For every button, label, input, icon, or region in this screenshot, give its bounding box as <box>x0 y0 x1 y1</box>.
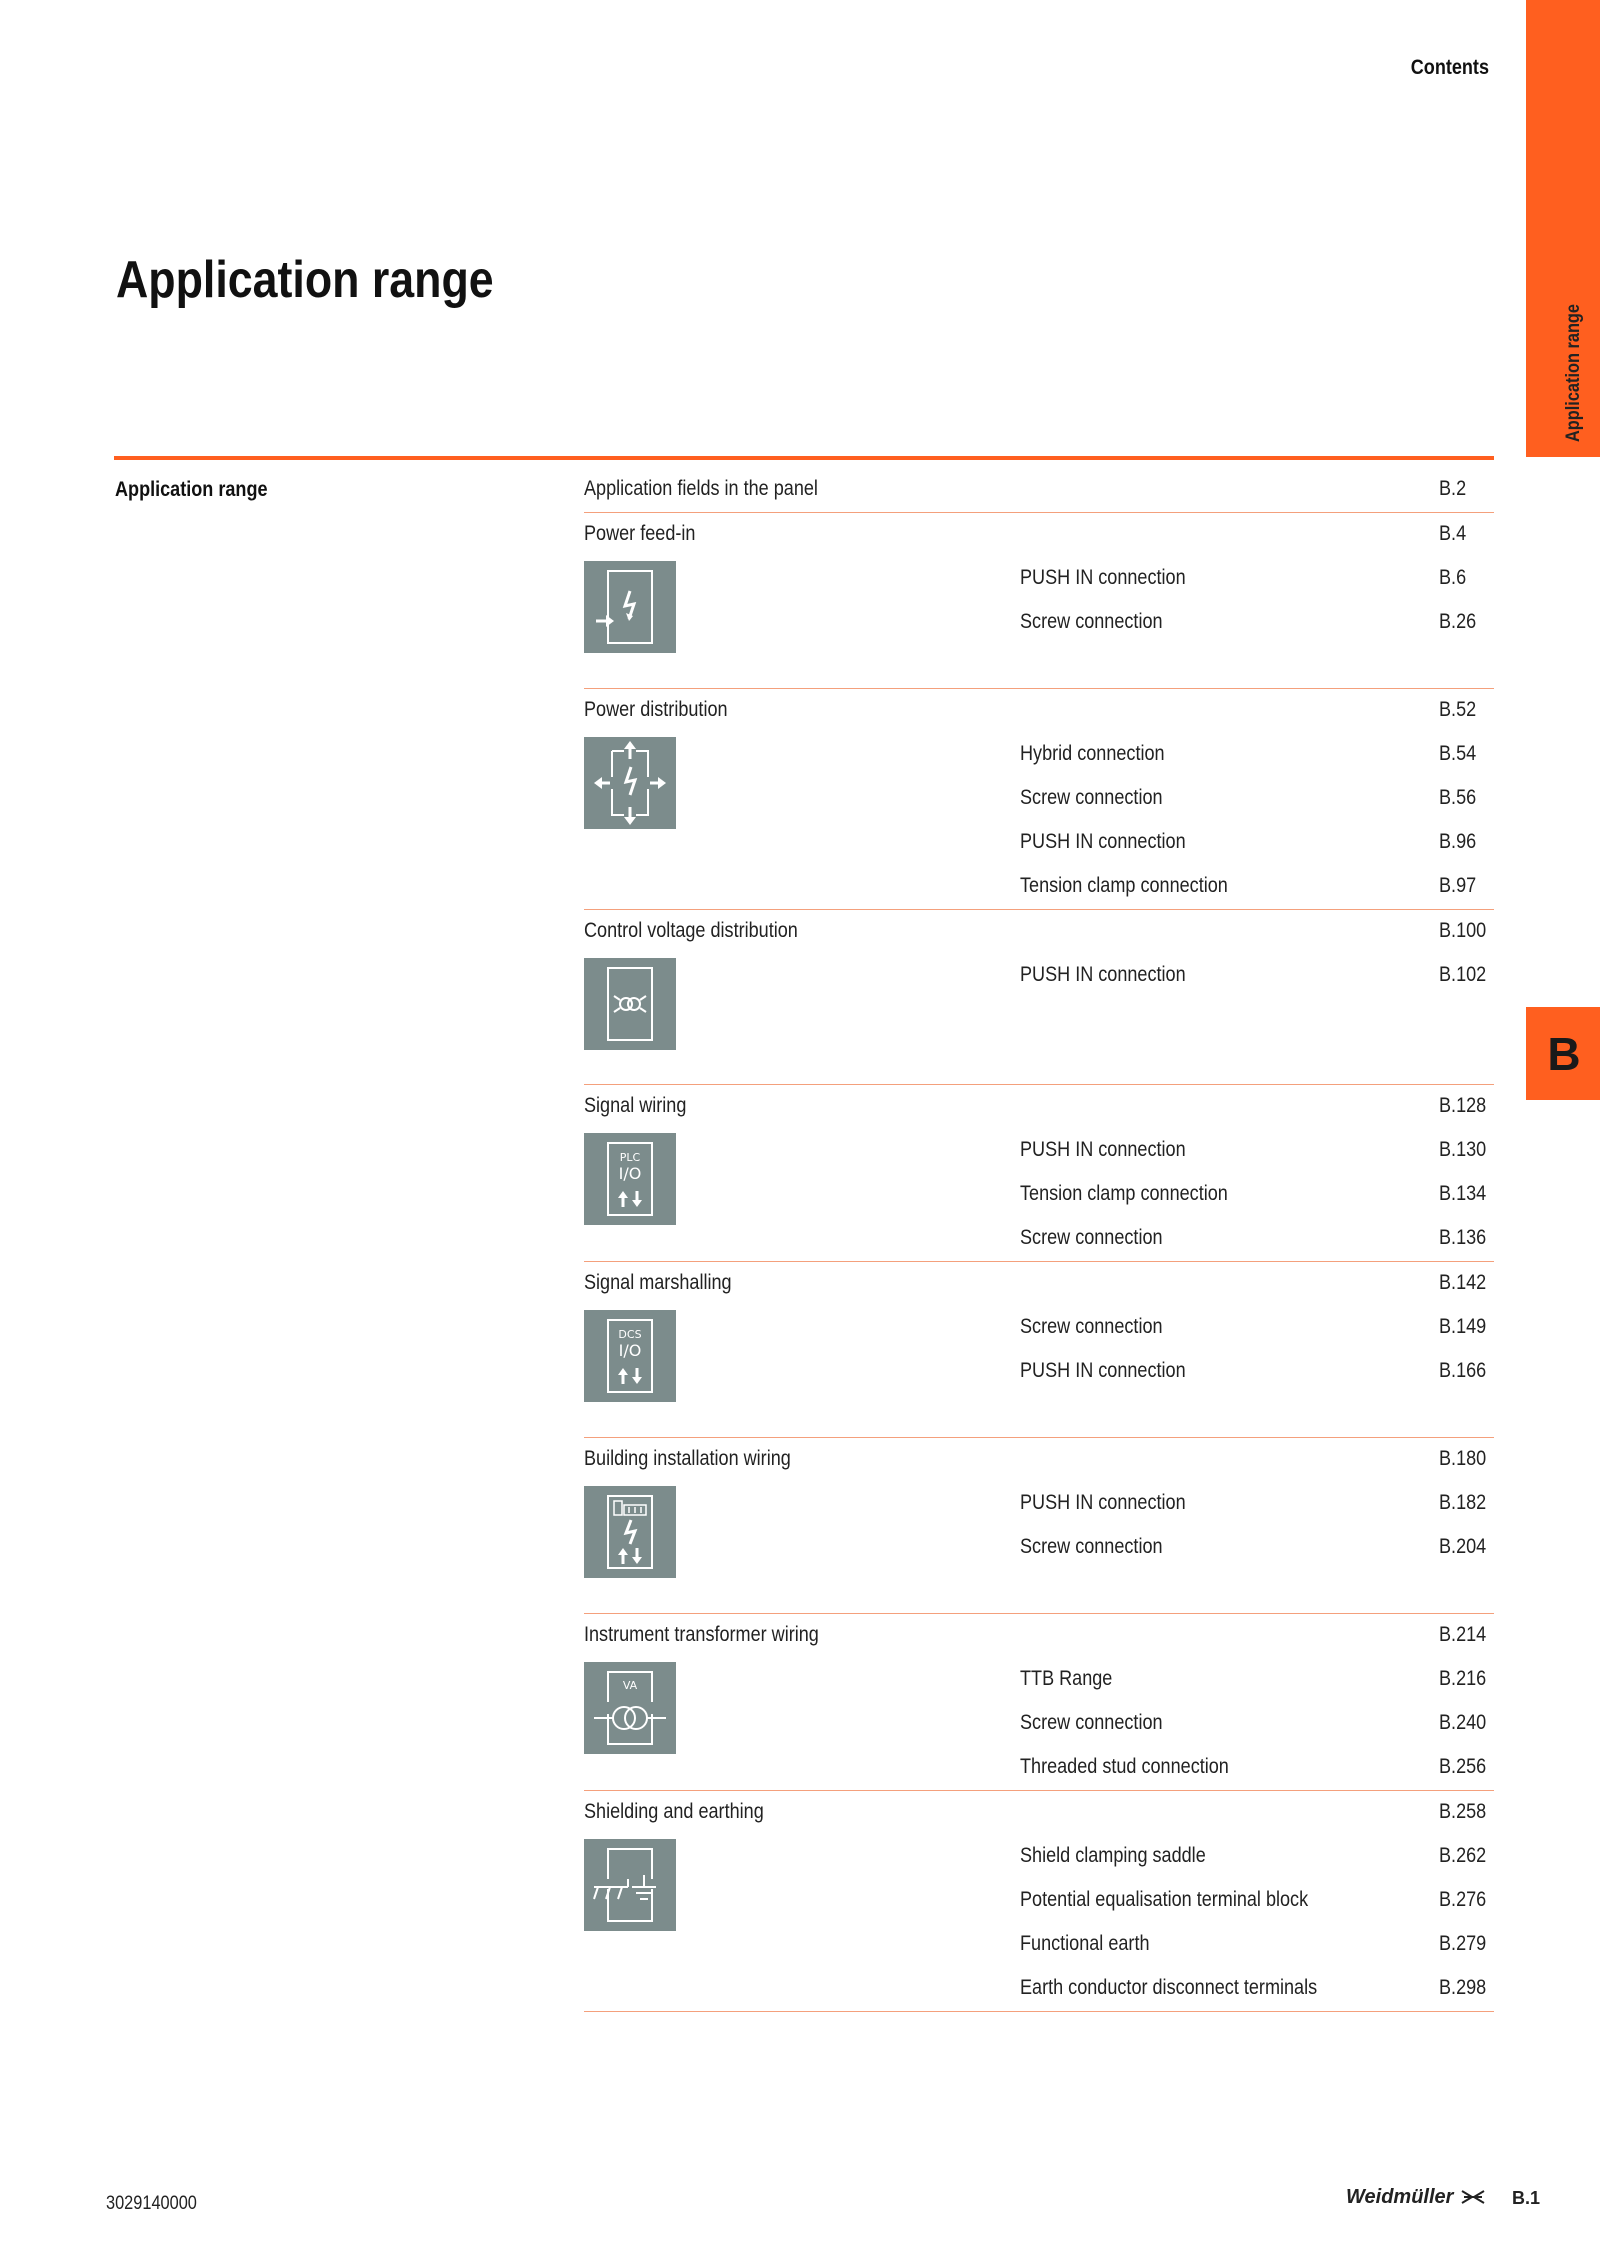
icon-text: DCS <box>618 1328 642 1341</box>
toc-entry-page: B.4 <box>1439 522 1467 545</box>
toc-subentry[interactable]: Screw connection B.240 <box>1020 1711 1487 1734</box>
toc-entry-title: Shielding and earthing <box>584 1800 764 1823</box>
toc-subentry[interactable]: Tension clamp connection B.134 <box>1020 1182 1487 1205</box>
side-tab-label: Application range <box>1563 303 1584 442</box>
toc-group-signal-marshalling <box>584 1262 1494 1438</box>
toc-entry-page: B.214 <box>1439 1623 1487 1646</box>
icon-text: PLC <box>619 1151 641 1164</box>
toc-entry-title: Control voltage distribution <box>584 919 798 942</box>
toc-subentry[interactable]: PUSH IN connection B.6 <box>1020 566 1467 589</box>
icon-text: I/O <box>618 1164 642 1183</box>
icon-text: VA <box>622 1679 638 1692</box>
toc-subentry[interactable]: PUSH IN connection B.130 <box>1020 1138 1487 1161</box>
toc-entry-page: B.258 <box>1439 1800 1487 1823</box>
brand-name: Weidmüller <box>1346 2186 1454 2208</box>
toc-group-signal-wiring <box>584 1085 1494 1262</box>
toc-entry-signal-wiring[interactable] <box>584 1085 1494 1129</box>
toc-entry-power-feed-in[interactable] <box>584 513 1494 557</box>
table-of-contents <box>584 468 1494 2012</box>
toc-entry-title: Power feed-in <box>584 522 696 545</box>
toc-subentry[interactable]: Threaded stud connection B.256 <box>584 1746 1494 1791</box>
page-number: B.1 <box>1512 2188 1541 2208</box>
toc-subentry[interactable]: Screw connection B.56 <box>1020 786 1477 809</box>
toc-entry-page: B.52 <box>1439 698 1477 721</box>
toc-subentry[interactable]: Functional earth B.279 <box>1020 1932 1487 1955</box>
toc-entry-page: B.180 <box>1439 1447 1487 1470</box>
toc-entry-page: B.2 <box>1439 477 1467 500</box>
toc-entry-page: B.142 <box>1439 1271 1487 1294</box>
toc-subentry[interactable]: Tension clamp connection B.97 <box>584 865 1494 910</box>
toc-subentry[interactable]: Hybrid connection B.54 <box>1020 742 1477 765</box>
toc-entry-building-installation[interactable] <box>584 1438 1494 1482</box>
toc-entry-title: Power distribution <box>584 698 728 721</box>
toc-subentry[interactable]: Screw connection B.149 <box>1020 1315 1487 1338</box>
toc-entry-power-distribution[interactable] <box>584 689 1494 733</box>
section-label: Application range <box>115 478 268 501</box>
section-letter-tab[interactable]: B <box>1526 1007 1600 1100</box>
toc-subentry[interactable]: Earth conductor disconnect terminals B.298 <box>584 1967 1494 2012</box>
toc-entry-shielding-earthing[interactable] <box>584 1791 1494 1835</box>
toc-group-building-installation <box>584 1438 1494 1614</box>
toc-subentry[interactable]: PUSH IN connection B.166 <box>1020 1359 1487 1382</box>
toc-entry-title: Signal wiring <box>584 1094 687 1117</box>
toc-subentry[interactable]: PUSH IN connection B.96 <box>1020 830 1477 853</box>
toc-entry-signal-marshalling[interactable] <box>584 1262 1494 1306</box>
toc-subentry[interactable]: Screw connection B.26 <box>1020 610 1477 633</box>
toc-group-control-voltage <box>584 910 1494 1085</box>
toc-entry-title: Instrument transformer wiring <box>584 1623 819 1646</box>
toc-entry-page: B.128 <box>1439 1094 1487 1117</box>
toc-group-power-distribution <box>584 689 1494 910</box>
toc-entry-instrument-transformer[interactable] <box>584 1614 1494 1658</box>
article-number: 3029140000 <box>106 2193 197 2214</box>
toc-entry-application-fields[interactable] <box>584 468 1494 513</box>
section-divider <box>114 456 1494 460</box>
toc-group-shielding-earthing <box>584 1791 1494 2012</box>
toc-group-power-feed-in <box>584 513 1494 689</box>
toc-entry-control-voltage[interactable] <box>584 910 1494 954</box>
toc-subentry[interactable]: PUSH IN connection B.102 <box>1020 963 1487 986</box>
toc-subentry[interactable]: Screw connection B.204 <box>1020 1535 1487 1558</box>
weidmuller-logo-icon <box>1460 2187 1486 2207</box>
icon-text: I/O <box>618 1341 642 1360</box>
toc-subentry[interactable]: Potential equalisation terminal block B.276 <box>1020 1888 1487 1911</box>
toc-subentry[interactable]: Screw connection B.136 <box>584 1217 1494 1262</box>
toc-entry-title: Signal marshalling <box>584 1271 732 1294</box>
page-title: Application range <box>116 251 494 309</box>
toc-entry-title: Building installation wiring <box>584 1447 791 1470</box>
toc-subentry[interactable]: PUSH IN connection B.182 <box>1020 1491 1487 1514</box>
toc-group-instrument-transformer <box>584 1614 1494 1791</box>
header-contents-label[interactable]: Contents <box>1410 56 1489 79</box>
toc-entry-title: Application fields in the panel <box>584 477 818 500</box>
toc-subentry[interactable]: TTB Range B.216 <box>1020 1667 1487 1690</box>
toc-subentry[interactable]: Shield clamping saddle B.262 <box>1020 1844 1487 1867</box>
toc-entry-page: B.100 <box>1439 919 1487 942</box>
